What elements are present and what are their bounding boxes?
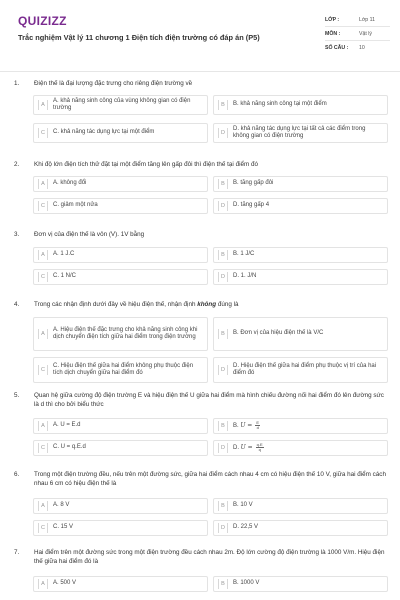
- option-b[interactable]: [213, 498, 388, 514]
- option-letter: B: [218, 179, 228, 189]
- meta-label: LỚP :: [325, 16, 340, 23]
- option-letter: B: [218, 421, 228, 431]
- option-text: A. 1 J.C: [53, 251, 75, 258]
- question-text: Trong các nhận định dưới đây về hiệu điện thế, nhận định không đúng là: [34, 301, 239, 308]
- option-text: A. khả năng sinh công của vùng không gian có điện trường: [53, 97, 191, 111]
- question-text: Hai điểm trên một đường sức trong một điện trường đều cách nhau 2m. Độ lớn cường độ điện trường là 1000 V/m. Hiệu điện thế giữa hai điểm đó là: [34, 549, 385, 565]
- meta-row-count: [325, 41, 390, 55]
- option-letter: C: [38, 201, 48, 211]
- emphasis-word: không: [197, 301, 217, 308]
- option-letter: C: [38, 443, 48, 453]
- option-letter: D: [218, 523, 228, 533]
- meta-row-subject: [325, 27, 390, 41]
- option-b[interactable]: [213, 247, 388, 263]
- question-text: Đơn vị của điện thế là vôn (V). 1V bằng: [34, 231, 145, 238]
- option-letter: B: [218, 501, 228, 511]
- option-text: D. 1. J/N: [233, 273, 257, 280]
- question-text: Quan hệ giữa cường độ điện trường E và hiệu điện thế U giữa hai điểm mà hình chiếu đường nối hai điểm đó lên đường sức là d thì cho bởi biểu thức: [34, 392, 384, 408]
- option-letter: B: [218, 579, 228, 589]
- option-b[interactable]: [213, 95, 388, 115]
- option-text: B. tăng gấp đôi: [233, 180, 274, 187]
- option-text: D. Hiệu điện thế giữa hai điểm phụ thuộc vị trí của hai điểm đó: [233, 362, 377, 376]
- option-a[interactable]: [33, 317, 208, 351]
- option-text: B. khả năng sinh công tại một điểm: [233, 101, 327, 108]
- option-text: A. không đổi: [53, 180, 87, 187]
- question-text: Trong một điện trường đều, nếu trên một đường sức, giữa hai điểm cách nhau 4 cm có hiệu điện thế 10 V, giữa hai điểm cách nhau 6 cm có hiệu điện thế là: [34, 471, 386, 487]
- option-a[interactable]: [33, 418, 208, 434]
- question-text: Khi độ lớn điện tích thử đặt tại một điểm tăng lên gấp đôi thì điện thế tại điểm đó: [34, 161, 258, 168]
- question-text: Điện thế là đại lượng đặc trưng cho riêng điện trường về: [34, 80, 193, 87]
- option-letter: A: [38, 100, 48, 110]
- option-text: D. tăng gấp 4: [233, 202, 270, 209]
- option-text: A. 500 V: [53, 580, 77, 587]
- option-text: C. giảm một nửa: [53, 202, 98, 209]
- option-b[interactable]: [213, 176, 388, 192]
- option-text: D. khả năng tác dụng lực tại tất cả các điểm trong không gian có điện trường: [233, 125, 366, 139]
- option-d[interactable]: [213, 198, 388, 214]
- question-number: 7.: [14, 549, 20, 556]
- option-text: B. Đơn vị của hiệu điện thế là V/C: [233, 330, 324, 337]
- option-letter: D: [218, 201, 228, 211]
- option-a[interactable]: [33, 176, 208, 192]
- question-number: 6.: [14, 471, 20, 478]
- option-letter: C: [38, 365, 48, 375]
- option-text: C. U = q.E.d: [53, 444, 86, 451]
- option-b[interactable]: [213, 418, 388, 434]
- meta-value: Vật lý: [359, 30, 372, 37]
- option-letter: D: [218, 443, 228, 453]
- option-letter: A: [38, 179, 48, 189]
- option-text: B. U = $\frac{E}{d}$: [233, 420, 260, 431]
- option-c[interactable]: [33, 198, 208, 214]
- option-text: D. 22,5 V: [233, 524, 259, 531]
- option-text: B. 10 V: [233, 502, 253, 509]
- meta-label: SỐ CÂU :: [325, 45, 349, 51]
- option-a[interactable]: [33, 498, 208, 514]
- option-letter: D: [218, 128, 228, 138]
- option-letter: B: [218, 329, 228, 339]
- option-text: A. 8 V: [53, 502, 70, 509]
- option-letter: A: [38, 250, 48, 260]
- fraction: $\frac{E}{d}$: [256, 420, 260, 431]
- option-text: A. Hiệu điện thế đặc trưng cho khả năng sinh công khi dịch chuyển điện tích giữa hai điểm trong điện trường: [53, 326, 198, 340]
- question-number: 1.: [14, 80, 20, 87]
- option-c[interactable]: [33, 123, 208, 143]
- option-text: B. 1 J/C: [233, 251, 255, 258]
- option-a[interactable]: [33, 247, 208, 263]
- option-b[interactable]: [213, 576, 388, 592]
- option-d[interactable]: [213, 357, 388, 383]
- option-letter: C: [38, 272, 48, 282]
- option-d[interactable]: [213, 269, 388, 285]
- option-letter: B: [218, 250, 228, 260]
- question-number: 4.: [14, 301, 20, 308]
- quizizz-logo: QUIZIZZ: [18, 14, 67, 28]
- option-c[interactable]: [33, 269, 208, 285]
- option-text: C. Hiệu điện thế giữa hai điểm không phụ thuộc điện tích dịch chuyển giữa hai điểm đó: [53, 362, 194, 376]
- option-b[interactable]: [213, 317, 388, 351]
- worksheet-meta: [325, 13, 390, 55]
- worksheet-title: Trắc nghiệm Vật lý 11 chương 1 Điện tích điện trường có đáp án (P5): [18, 33, 260, 42]
- meta-value: 10: [359, 45, 365, 51]
- option-d[interactable]: [213, 440, 388, 456]
- option-text: D. U = $\frac{q.E}{q}$: [233, 442, 263, 453]
- option-letter: D: [218, 272, 228, 282]
- option-a[interactable]: [33, 95, 208, 115]
- option-text: C. 1 N/C: [53, 273, 77, 280]
- option-d[interactable]: [213, 123, 388, 143]
- question-number: 2.: [14, 161, 20, 168]
- formula: U =: [240, 444, 253, 452]
- question-number: 3.: [14, 231, 20, 238]
- option-text: C. khả năng tác dụng lực tại một điểm: [53, 129, 155, 136]
- option-letter: B: [218, 100, 228, 110]
- option-c[interactable]: [33, 357, 208, 383]
- option-letter: A: [38, 579, 48, 589]
- worksheet-header: [0, 0, 400, 72]
- option-text: A. U = E.d: [53, 422, 81, 429]
- meta-row-class: [325, 13, 390, 27]
- meta-label: MÔN :: [325, 30, 341, 37]
- option-c[interactable]: [33, 520, 208, 536]
- option-d[interactable]: [213, 520, 388, 536]
- fraction: $\frac{q.E}{q}$: [256, 442, 263, 453]
- option-letter: A: [38, 329, 48, 339]
- option-letter: A: [38, 501, 48, 511]
- option-letter: A: [38, 421, 48, 431]
- formula: U =: [240, 422, 253, 430]
- option-letter: C: [38, 523, 48, 533]
- option-c[interactable]: [33, 440, 208, 456]
- option-text: B. 1000 V: [233, 580, 260, 587]
- option-letter: D: [218, 365, 228, 375]
- option-a[interactable]: [33, 576, 208, 592]
- option-text: C. 15 V: [53, 524, 74, 531]
- question-number: 5.: [14, 392, 20, 399]
- option-letter: C: [38, 128, 48, 138]
- meta-value: Lớp 11: [359, 16, 375, 23]
